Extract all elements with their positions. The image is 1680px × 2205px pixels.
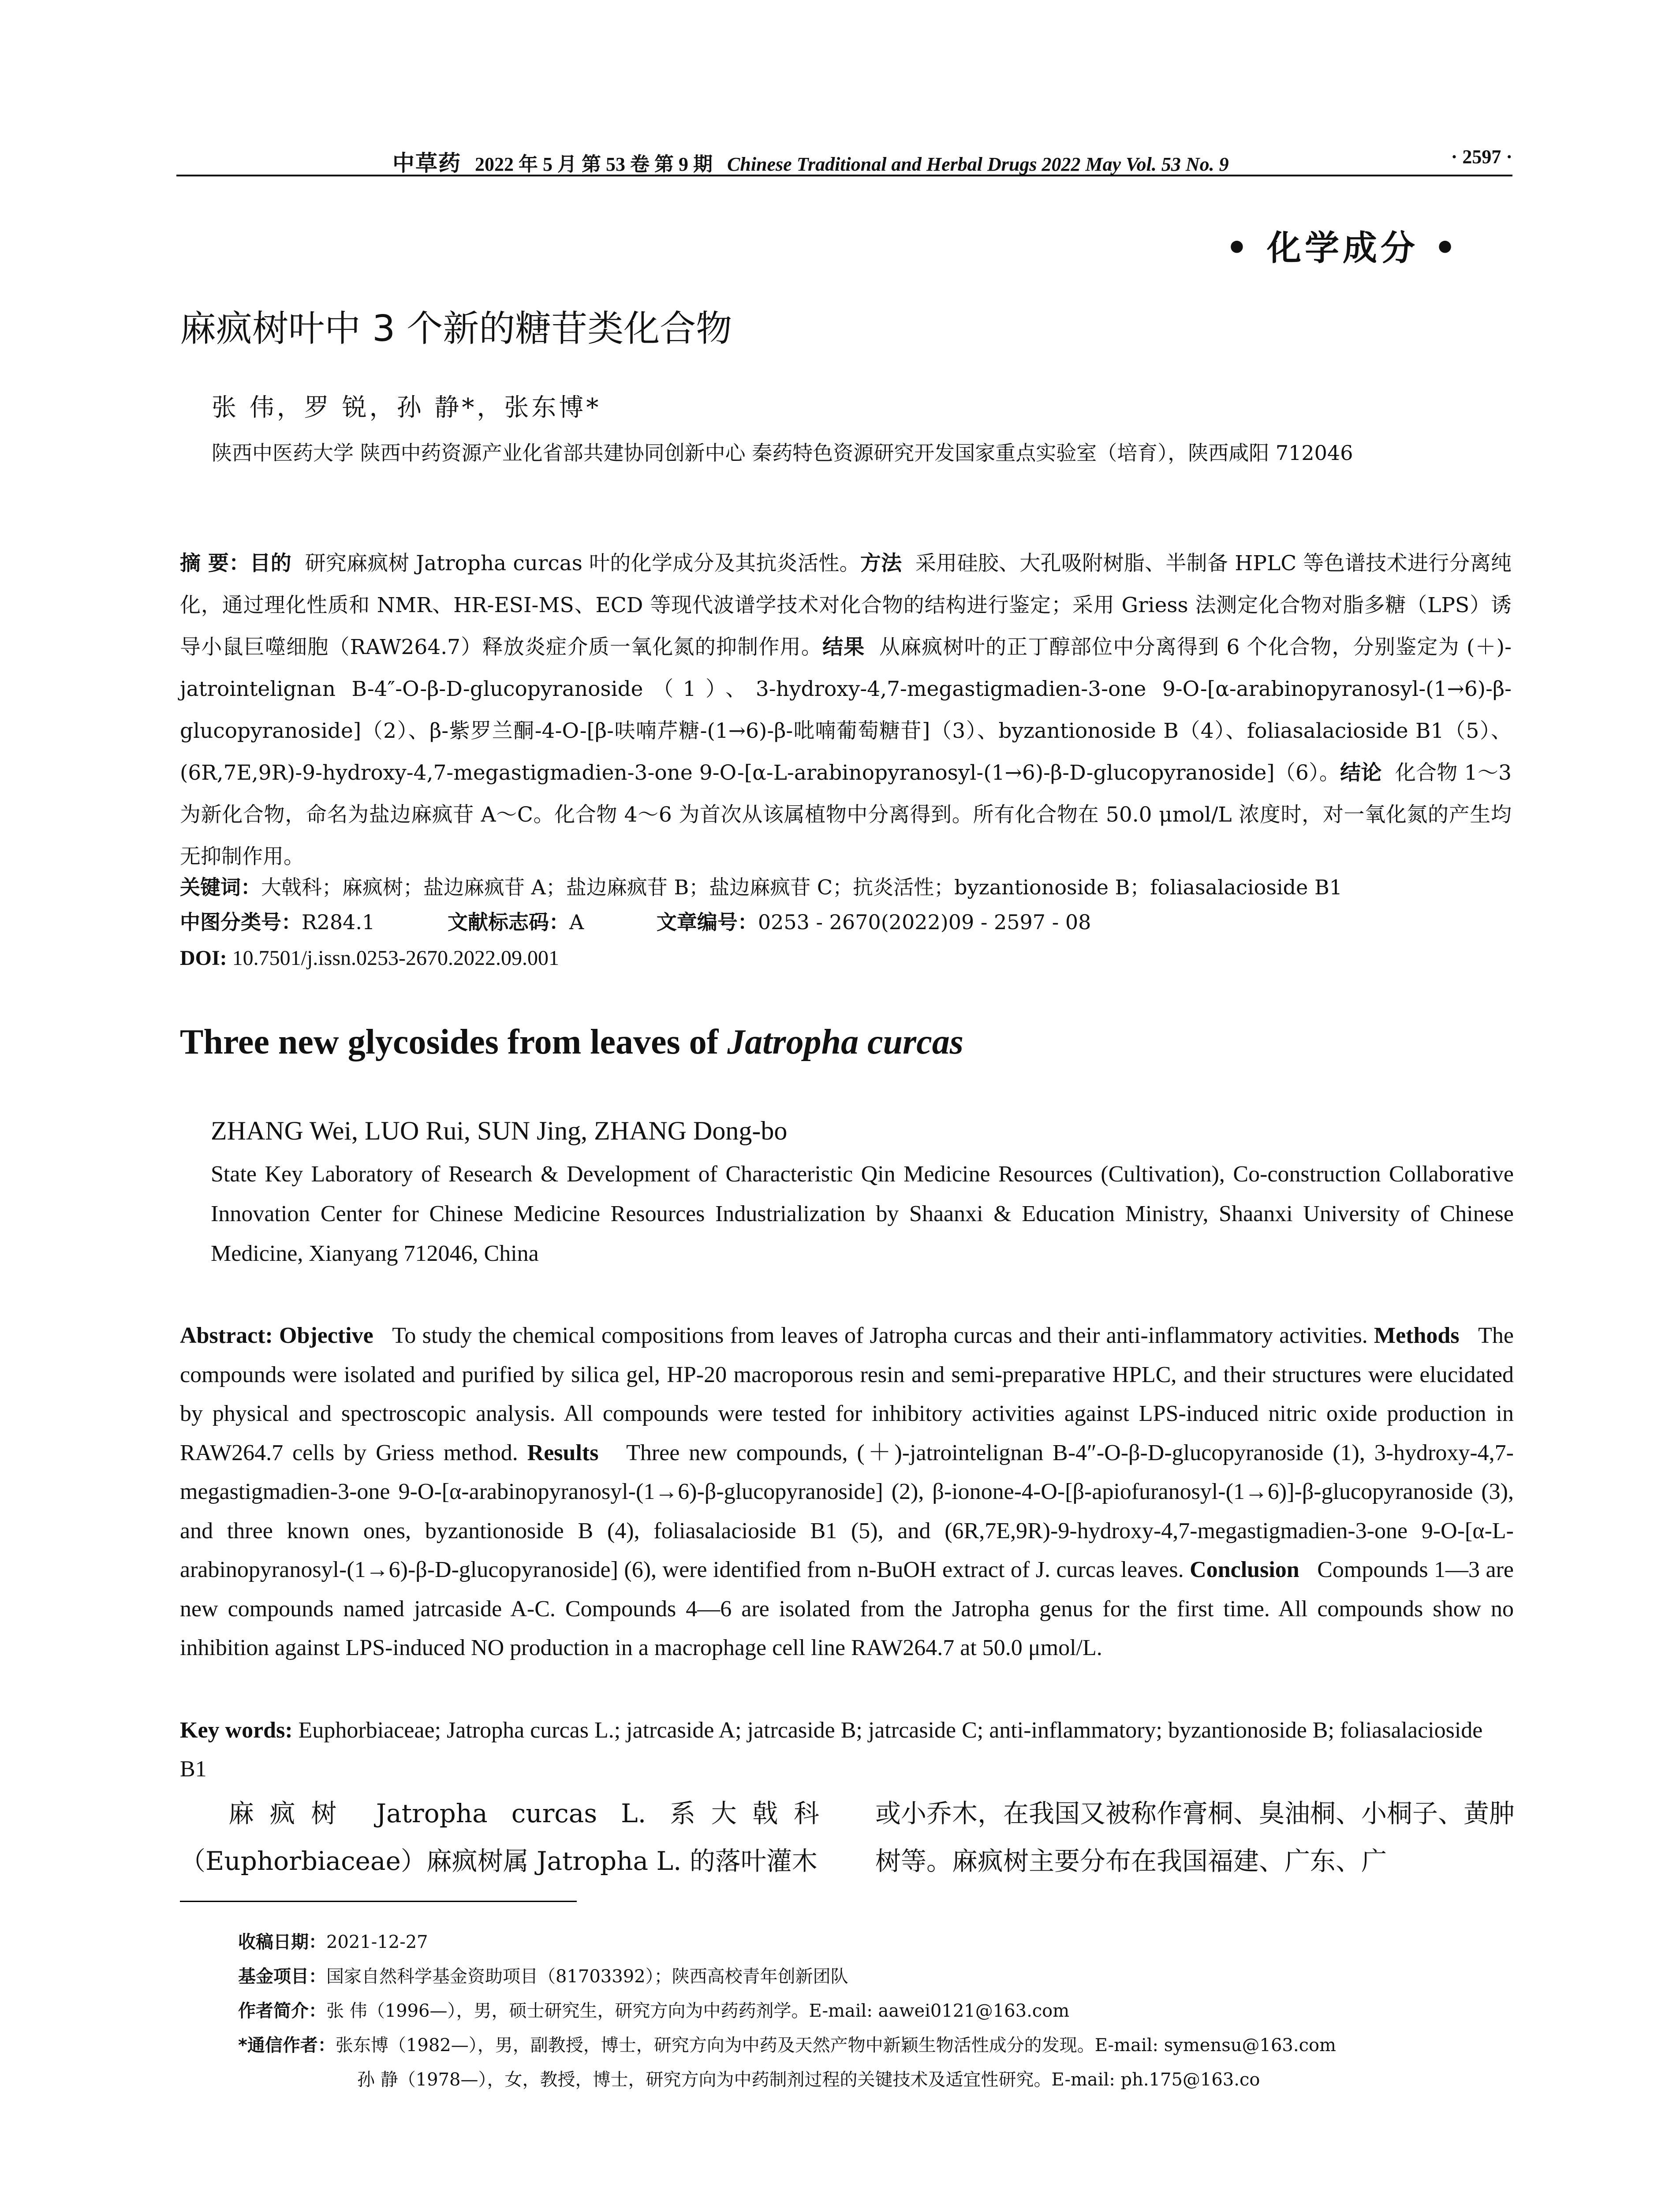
abstract-label-en: Abstract: Objective <box>180 1323 373 1348</box>
objective-label-cn: 目的 <box>250 551 292 576</box>
keywords-label-cn: 关键词： <box>180 875 261 899</box>
running-header <box>176 140 1512 176</box>
abstract-label-cn: 摘 要： <box>180 551 250 576</box>
footnote-corr2 <box>238 2063 1517 2097</box>
methods-cn: 采用硅胶、大孔吸附树脂、半制备 HPLC 等色谱技术进行分离纯化，通过理化性质和 NMR、HR-ESI-MS、ECD 等现代波谱学技术对化合物的结构进行鉴定；采用 Griess 法测定化合物对脂多糖（LPS）诱导小鼠巨噬细胞（RAW264.7）释放炎症介质一氧化氮的抑制作用。 <box>180 551 1512 659</box>
body-left-text: 麻疯树 Jatropha curcas L. 系大戟科（Euphorbiaceae）麻疯树属 Jatropha L. 的落叶灌木 <box>180 1798 819 1876</box>
keywords-en <box>180 1711 1514 1789</box>
conclusion-label-cn: 结论 <box>1340 761 1382 785</box>
objective-en: To study the chemical compositions from leaves of Jatropha curcas and their anti-inflammatory activities. <box>392 1323 1368 1348</box>
article-no-value: 0253 - 2670(2022)09 - 2597 - 08 <box>758 910 1091 934</box>
methods-en: The compounds were isolated and purified by silica gel, HP-20 macroporous resin and semi-preparative HPLC, and their structures were elucidated by physical and spectroscopic analysis. All compounds were tested for inhibitory activities against LPS-induced nitric oxide production in RAW264.7 cells by Griess method. <box>180 1323 1514 1465</box>
author-label: 作者简介： <box>238 2001 326 2021</box>
footnote-fund <box>238 1959 1517 1994</box>
fund-value: 国家自然科学基金资助项目（81703392）；陕西高校青年创新团队 <box>326 1966 848 1987</box>
corr-label: *通信作者： <box>238 2035 336 2056</box>
body-right-text: 或小乔木，在我国又被称作膏桐、臭油桐、小桐子、黄肿树等。麻疯树主要分布在我国福建、广东、广 <box>875 1798 1515 1876</box>
doc-code-value: A <box>569 910 584 934</box>
body-left-column <box>180 1790 819 1885</box>
author-value: 张 伟（1996—），男，硕士研究生，研究方向为中药药剂学。E-mail: aawei0121@163.com <box>326 2001 1070 2021</box>
footnote-received <box>238 1925 1517 1959</box>
title-cn: 麻疯树叶中 3 个新的糖苷类化合物 <box>180 308 732 350</box>
corr1-value: 张东博（1982—），男，副教授，博士，研究方向为中药及天然产物中新颖生物活性成分的发现。E-mail: symensu@163.com <box>335 2035 1336 2056</box>
corr2-value: 孙 静（1978—），女，教授，博士，研究方向为中药制剂过程的关键技术及适宜性研究。E-mail: ph.175@163.co <box>357 2070 1260 2090</box>
journal-en: Chinese Traditional and Herbal Drugs 2022 May Vol. 53 No. 9 <box>727 153 1229 175</box>
received-value: 2021-12-27 <box>326 1932 428 1952</box>
clc-label: 中图分类号： <box>180 910 302 934</box>
page-number: · 2597 · <box>1451 146 1512 168</box>
conclusion-cn: 化合物 1～3 为新化合物，命名为盐边麻疯苷 A～C。化合物 4～6 为首次从该属植物中分离得到。所有化合物在 50.0 μmol/L 浓度时，对一氧化氮的产生均无抑制作用。 <box>180 761 1512 869</box>
authors-en: ZHANG Wei, LUO Rui, SUN Jing, ZHANG Dong-bo <box>211 1116 788 1145</box>
conclusion-en: Compounds 1—3 are new compounds named jatrcaside A-C. Compounds 4—6 are isolated from the Jatropha genus for the first time. All compounds show no inhibition against LPS-induced NO production in a macrophage cell line RAW264.7 at 50.0 μmol/L. <box>180 1557 1514 1660</box>
doi-line <box>180 946 559 970</box>
methods-label-en: Methods <box>1374 1323 1460 1348</box>
results-label-cn: 结果 <box>822 635 865 659</box>
objective-cn: 研究麻疯树 Jatropha curcas 叶的化学成分及其抗炎活性。 <box>305 551 860 576</box>
issue-cn: 2022 年 5 月 第 53 卷 第 9 期 <box>475 153 713 175</box>
title-en-italic: Jatropha curcas <box>727 1023 963 1061</box>
footnote-corr <box>238 2028 1517 2063</box>
affiliation-cn: 陕西中医药大学 陕西中药资源产业化省部共建协同创新中心 秦药特色资源研究开发国家重点实验室（培育），陕西咸阳 712046 <box>212 441 1353 465</box>
results-label-en: Results <box>527 1440 599 1465</box>
section-label: • 化学成分 • <box>1225 228 1460 268</box>
doi-value[interactable]: 10.7501/j.issn.0253-2670.2022.09.001 <box>232 946 560 970</box>
header-journal-line <box>392 146 1229 177</box>
keywords-value-en: Euphorbiaceae; Jatropha curcas L.; jatrcaside A; jatrcaside B; jatrcaside C; anti-inflammatory; byzantionoside B; foliasalacioside B1 <box>180 1718 1483 1782</box>
conclusion-label-en: Conclusion <box>1190 1557 1299 1582</box>
clc-value: R284.1 <box>302 910 375 934</box>
authors-cn: 张 伟，罗 锐，孙 静*，张东博* <box>212 393 601 422</box>
keywords-cn <box>180 867 1512 908</box>
abstract-en <box>180 1316 1514 1668</box>
doc-code-label: 文献标志码： <box>447 910 569 934</box>
footnote-author <box>238 1994 1517 2028</box>
body-right-column <box>875 1790 1515 1885</box>
received-label: 收稿日期： <box>238 1932 326 1952</box>
article-no-label: 文章编号： <box>656 910 758 934</box>
fund-label: 基金项目： <box>238 1966 326 1987</box>
title-en <box>180 1022 963 1062</box>
title-en-plain: Three new glycosides from leaves of <box>180 1023 728 1061</box>
journal-cn: 中草药 <box>392 151 461 176</box>
keywords-value-cn: 大戟科；麻疯树；盐边麻疯苷 A；盐边麻疯苷 B；盐边麻疯苷 C；抗炎活性；byzantionoside B；foliasalacioside B1 <box>261 875 1343 899</box>
footnotes <box>238 1925 1517 2097</box>
affiliation-en: State Key Laboratory of Research & Development of Characteristic Qin Medicine Resources (Cultivation), Co-construction Collaborative Innovation Center for Chinese Medicine Resources Industrialization by Shaanxi & Education Ministry, Shaanxi University of Chinese Medicine, Xianyang 712046, China <box>211 1162 1514 1266</box>
abstract-cn <box>180 542 1512 878</box>
classification-line <box>180 906 1157 935</box>
footnote-divider <box>180 1901 577 1902</box>
results-en: Three new compounds, (＋)-jatrointelignan B-4″-O-β-D-glucopyranoside (1), 3-hydroxy-4,7-megastigmadien-3-one 9-O-[α-arabinopyranosyl-(1→6)-β-glucopyranoside] (2), β-ionone-4-O-[β-apiofuranosyl-(1→6)]-β-glucopyranoside (3), and three known ones, byzantionoside B (4), foliasalacioside B1 (5), and (6R,7E,9R)-9-hydroxy-4,7-megastigmadien-3-one 9-O-[α-L-arabinopyranosyl-(1→6)-β-D-glucopyranoside] (6), were identified from n-BuOH extract of J. curcas leaves. <box>180 1440 1514 1582</box>
results-cn: 从麻疯树叶的正丁醇部位中分离得到 6 个化合物，分别鉴定为 (＋)-jatrointelignan B-4″-O-β-D-glucopyranoside（1）、3-hydroxy-4,7-megastigmadien-3-one 9-O-[α-arabinopyranosyl-(1→6)-β-glucopyranoside]（2）、β-紫罗兰酮-4-O-[β-呋喃芹糖-(1→6)-β-吡喃葡萄糖苷]（3）、byzantionoside B（4）、foliasalacioside B1（5）、(6R,7E,9R)-9-hydroxy-4,7-megastigmadien-3-one 9-O-[α-L-arabinopyranosyl-(1→6)-β-D-glucopyranoside]（6）。 <box>180 635 1512 785</box>
doi-label: DOI: <box>180 946 227 970</box>
methods-label-cn: 方法 <box>860 551 902 576</box>
keywords-label-en: Key words: <box>180 1718 293 1743</box>
